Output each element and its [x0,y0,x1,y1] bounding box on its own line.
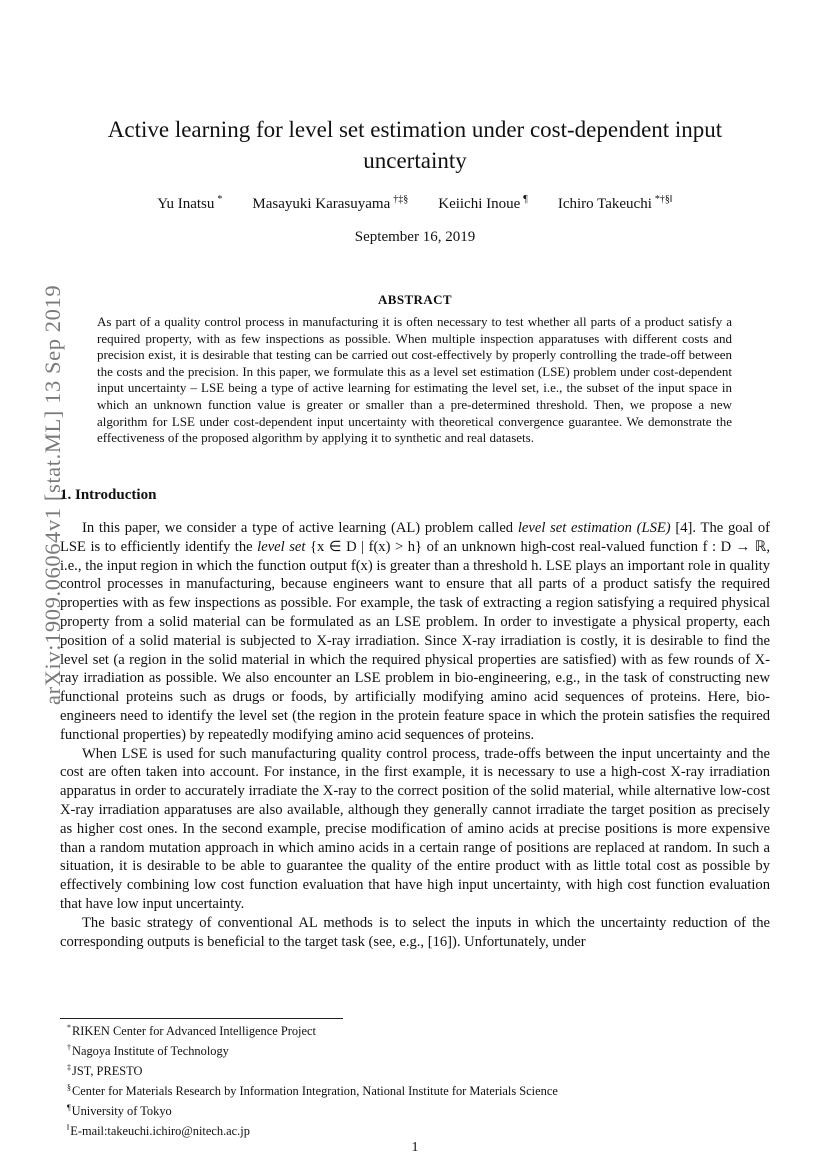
footnote-text: RIKEN Center for Advanced Intelligence Project [72,1024,316,1039]
paragraph [60,519,770,745]
footnote [67,1020,767,1040]
author [157,194,222,213]
paragraph: The basic strategy of conventional AL methods is to select the inputs in which the uncertainty reduction of the corresponding outputs is beneficial to the target task (see, e.g., [16]). Unfortunately, under [60,914,770,950]
paper-title: Active learning for level set estimation under cost-dependent input uncertainty [107,117,723,173]
footnote [67,1080,767,1100]
text-run: {x ∈ D | f(x) > h} of an unknown high-cost real-valued function f : D → ℝ, i.e., the input region in which the function output f(x) is greater than a threshold h. LSE plays an important role in quality control processes in manufacturing, because engineers want to ensure that all parts of a product satisfy the required properties with as few inspections as possible. For example, the task of extracting a region satisfying a required physical property from a solid material can be formulated as an LSE problem. In order to investigate a physical property, each position of a solid material is subjected to X-ray irradiation. Since X-ray irradiation is costly, it is desirable to find the level set (a region in the solid material in which the required physical properties are satisfied) with as few rounds of X-ray irradiation as possible. We also encounter an LSE problem in bio-engineering, e.g., in the task of constructing new functional proteins such as drugs or foods, by artificially modifying amino acid sequences of proteins. Here, bio-engineers need to identify the level set (the region in the protein feature space in which the protein satisfies the required functional properties) by repeatedly modifying amino acid sequences of proteins. [60,538,771,743]
author-list [60,194,770,213]
author [438,194,528,213]
author [252,194,408,213]
footnote [67,1040,767,1060]
author-affiliation-marks: *†§‖ [654,194,673,205]
text-run: In this paper, we consider a type of active learning (AL) problem called [82,520,518,536]
footnote-mark: ‖ [67,1122,70,1132]
publication-date: September 16, 2019 [354,229,476,245]
footnote-mark: ¶ [67,1102,71,1112]
footnote-text: University of Tokyo [71,1103,172,1118]
footnote-text: Nagoya Institute of Technology [72,1044,229,1059]
abstract-text: As part of a quality control process in manufacturing it is often necessary to test whether all parts of a product satisfy a required property, with as few inspections as possible. When multiple inspection apparatuses with different costs and precision exist, it is desirable that testing can be carried out cost-effectively by properly controlling the trade-off between the costs and the precision. In this paper, we formulate this as a level set estimation (LSE) problem under cost-dependent input uncertainty – LSE being a type of active learning for estimating the level set, i.e., the subset of the input space in which an unknown function value is greater or smaller than a pre-determined threshold. Then, we propose a new algorithm for LSE under cost-dependent input uncertainty with theoretical convergence guarantee. We demonstrate the effectiveness of the proposed algorithm by applying it to synthetic and real datasets. [97,314,732,446]
emphasis-term: level set estimation (LSE) [517,520,671,536]
paragraph: When LSE is used for such manufacturing quality control process, trade-offs between the input uncertainty and the cost are often taken into account. For instance, in the first example, it is necessary to use a high-cost X-ray irradiation apparatus in order to accurately irradiate the X-ray to the correct position of the solid material, while alternative low-cost X-ray irradiation apparatuses are also available, although they generally cannot irradiate the target position as precisely as higher cost ones. In the second example, precise modification of amino acids at precise positions is more expensive than a random mutation approach in which amino acids in a certain range of positions are replaced at random. In such a situation, it is desirable to be able to guarantee the quality of the entire product with as little total cost as possible by effectively combining low cost function evaluation that have high input uncertainty, with high cost function evaluation that have low input uncertainty. [60,745,770,912]
arxiv-identifier[interactable]: arXiv:1909.06064v1 [stat.ML] 13 Sep 2019 [40,284,65,705]
footnote [67,1120,767,1140]
footnote-rule [60,1018,343,1019]
emphasis-term: level set [257,538,306,555]
footnote-mark: ‡ [67,1062,71,1072]
author-name: Ichiro Takeuchi [557,196,652,212]
footnote-mark: † [67,1042,71,1052]
author [558,194,673,213]
arxiv-sidebar [0,0,65,1171]
text-run: [4]. The goal of LSE is to efficiently identify the [60,520,770,555]
footnote [67,1100,767,1120]
author-name: Yu Inatsu [157,196,215,212]
section-heading: 1. Introduction [60,487,157,503]
abstract-heading: ABSTRACT [378,292,452,307]
page-number: 1 [411,1140,419,1155]
footnote-email[interactable]: E-mail:takeuchi.ichiro@nitech.ac.jp [70,1123,250,1138]
author-affiliation-marks: ¶ [523,194,528,205]
author-name: Keiichi Inoue [438,196,521,212]
author-affiliation-marks: * [217,194,223,205]
author-affiliation-marks: †‡§ [393,194,409,205]
footnote [67,1060,767,1080]
footnote-mark: * [67,1023,71,1032]
footnote-text: JST, PRESTO [72,1063,143,1078]
footnote-text: Center for Materials Research by Information Integration, National Institute for Materials Science [72,1083,558,1098]
body-text [60,519,770,951]
author-name: Masayuki Karasuyama [252,196,391,212]
footnote-mark: § [67,1082,71,1092]
footnotes [67,1020,767,1140]
